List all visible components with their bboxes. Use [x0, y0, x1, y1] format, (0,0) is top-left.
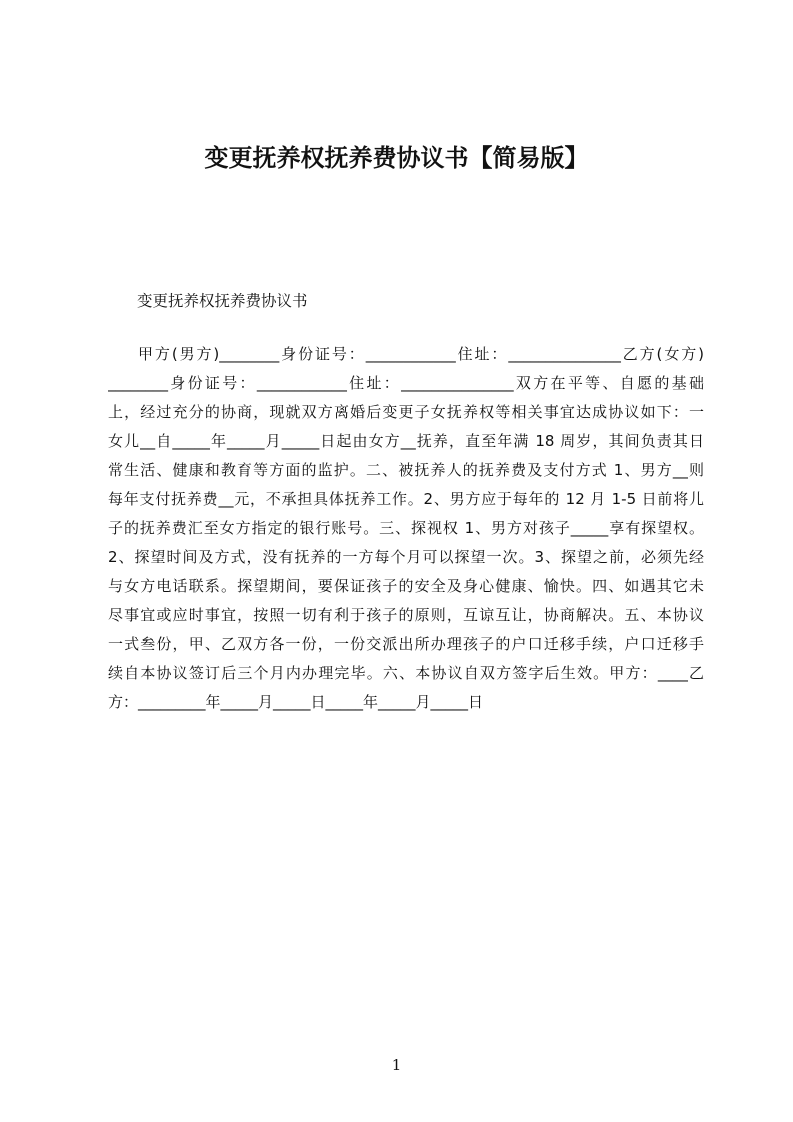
body-line: 子的抚养费汇至女方指定的银行账号。三、探视权 1、男方对孩子_____享有探望权。	[108, 519, 704, 537]
document-title: 变更抚养权抚养费协议书【简易版】	[204, 144, 589, 172]
body-line: 上，经过充分的协商，现就双方离婚后变更子女抚养权等相关事宜达成协议如下：一	[108, 403, 704, 421]
body-line: 续自本协议签订后三个月内办理完毕。六、本协议自双方签字后生效。甲方：____乙	[108, 664, 704, 682]
body-line: 常生活、健康和教育等方面的监护。二、被抚养人的抚养费及支付方式 1、男方__则	[108, 461, 704, 479]
document-body	[108, 340, 704, 717]
body-line: 甲方(男方)________身份证号：____________住址：_______________乙方(女方)	[138, 345, 704, 363]
body-line: 一式叁份，甲、乙双方各一份，一份交派出所办理孩子的户口迁移手续，户口迁移手	[108, 635, 704, 653]
document-subtitle: 变更抚养权抚养费协议书	[137, 292, 308, 310]
body-line-signature: 方：_________年_____月_____日_____年_____月_____日	[108, 693, 484, 711]
body-line: 每年支付抚养费__元，不承担具体抚养工作。2、男方应于每年的 12 月 1-5 日前将儿	[108, 490, 704, 508]
body-line: 女儿__自_____年_____月_____日起由女方__抚养，直至年满 18 周岁，其间负责其日	[108, 432, 704, 450]
body-line: 与女方电话联系。探望期间，要保证孩子的安全及身心健康、愉快。四、如遇其它未	[108, 577, 704, 595]
body-line: 尽事宜或应时事宜，按照一切有利于孩子的原则，互谅互让，协商解决。五、本协议	[108, 606, 704, 624]
body-line: 2、探望时间及方式，没有抚养的一方每个月可以探望一次。3、探望之前，必须先经	[108, 548, 704, 566]
page-number: 1	[391, 1056, 402, 1074]
body-line: ________身份证号：____________住址：_______________双方在平等、自愿的基础	[108, 374, 704, 392]
